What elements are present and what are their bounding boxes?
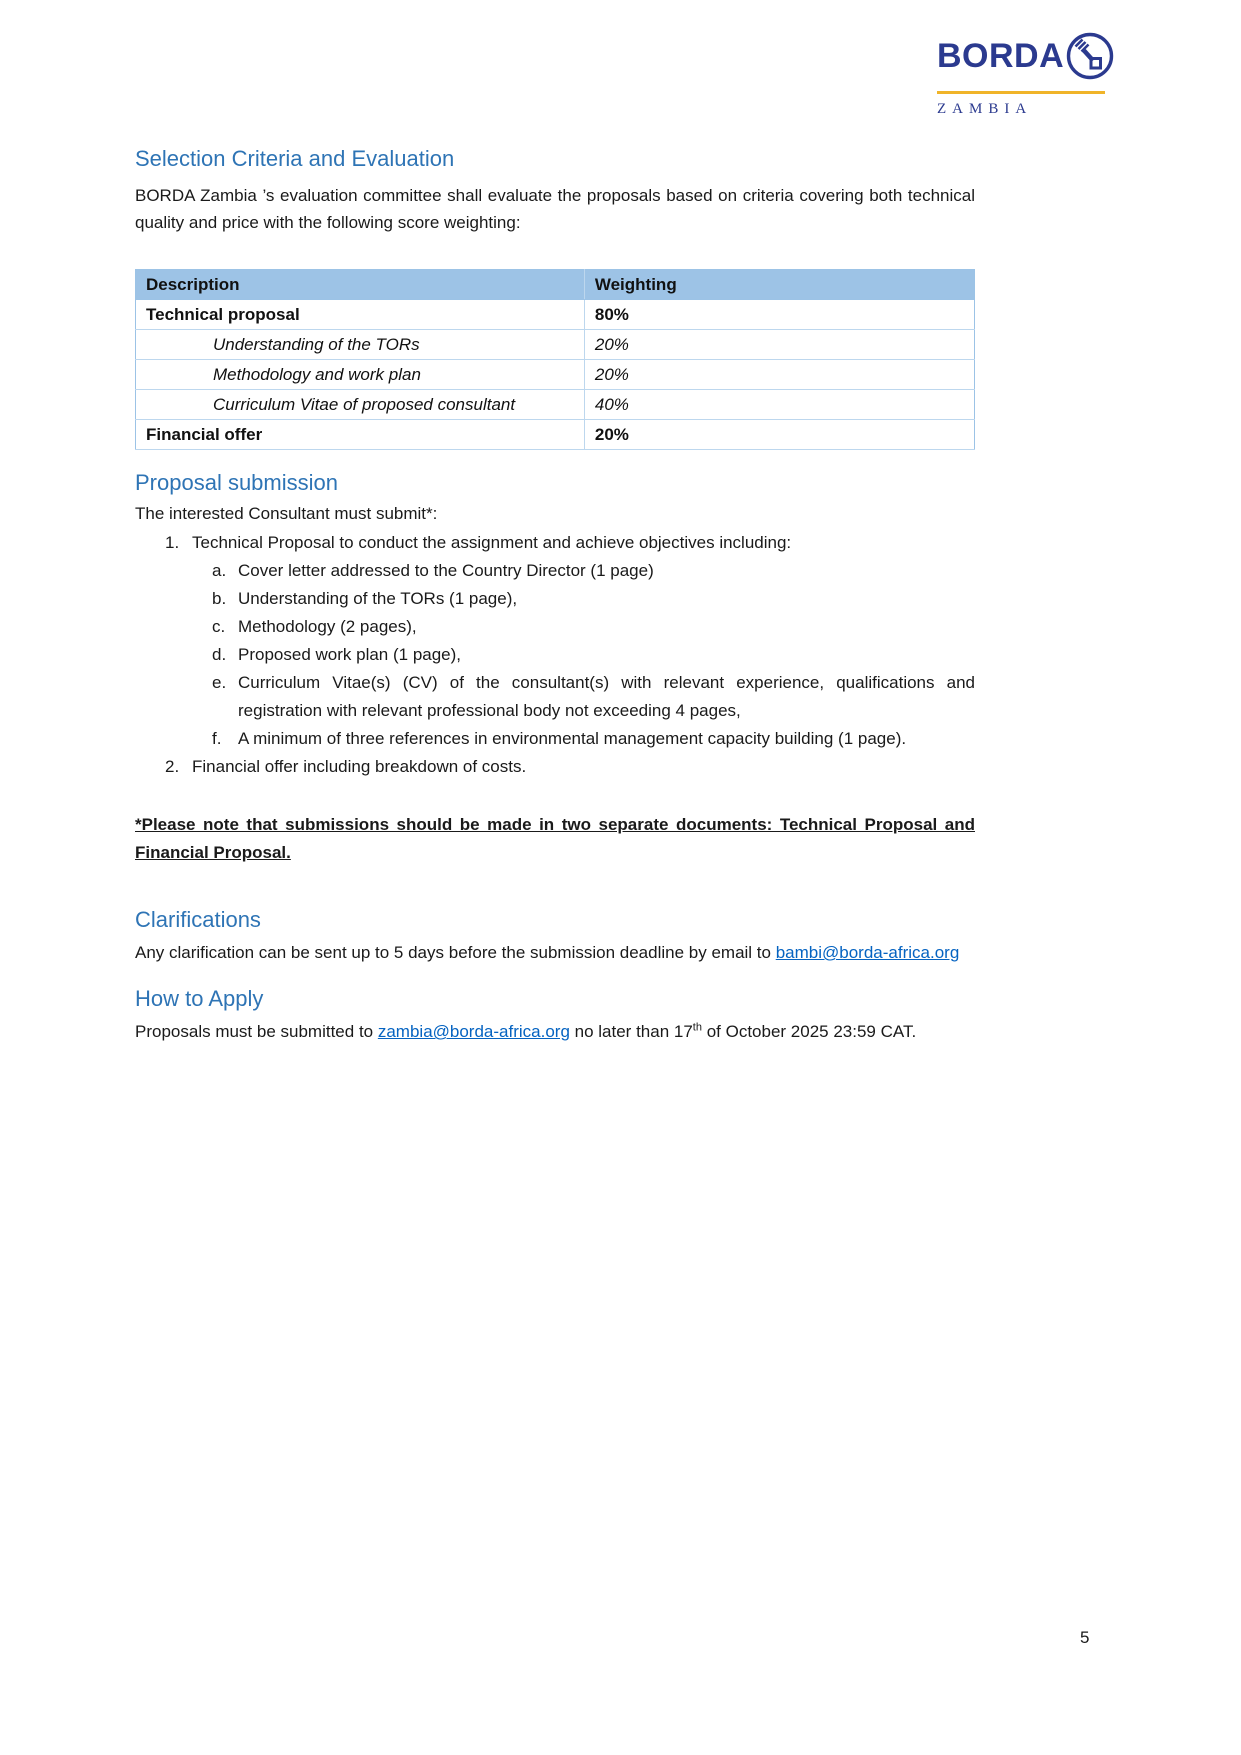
clarifications-text: Any clarification can be sent up to 5 days before the submission deadline by email to [135, 943, 776, 962]
list-item-text: Technical Proposal to conduct the assignment and achieve objectives including: [192, 533, 792, 552]
table-row [136, 420, 975, 450]
cell-weighting: 40% [584, 390, 974, 420]
page-number: 5 [1080, 1628, 1090, 1647]
cell-description: Methodology and work plan [136, 360, 585, 390]
table-row [136, 390, 975, 420]
borda-logo [937, 30, 1105, 118]
borda-handwashing-icon [1064, 30, 1116, 82]
column-header-description: Description [136, 270, 585, 300]
list-marker: a. [212, 561, 227, 580]
cell-description: Curriculum Vitae of proposed consultant [136, 390, 585, 420]
list-item [135, 669, 975, 725]
list-item-text: Methodology (2 pages), [238, 617, 417, 636]
apply-text-end: of October 2025 23:59 CAT. [701, 1022, 917, 1041]
apply-text-after: no later than 17 [569, 1022, 693, 1041]
list-item-text: Financial offer including breakdown of costs. [192, 757, 527, 776]
document-content [135, 146, 975, 1045]
submission-list [135, 529, 975, 781]
logo-region-label: ZAMBIA [937, 101, 1033, 117]
ordinal-suffix: th [692, 1021, 702, 1034]
table-row [136, 360, 975, 390]
list-item [135, 557, 975, 585]
proposal-submission-heading: Proposal submission [135, 470, 338, 495]
selection-intro-paragraph: BORDA Zambia ’s evaluation committee shall evaluate the proposals based on criteria covering both technical quality and price with the following score weighting: [135, 186, 975, 232]
list-marker: e. [212, 673, 227, 692]
separate-documents-note: *Please note that submissions should be made in two separate documents: Technical Proposal and Financial Proposal. [135, 815, 975, 862]
cell-weighting: 20% [584, 420, 974, 450]
list-item [135, 725, 975, 753]
list-item-text: Understanding of the TORs (1 page), [238, 589, 518, 608]
table-header-row [136, 270, 975, 300]
logo-gold-rule [937, 91, 1105, 94]
how-to-apply-heading: How to Apply [135, 986, 264, 1011]
clarifications-email-link[interactable]: bambi@borda-africa.org [775, 943, 960, 962]
list-item-text: Proposed work plan (1 page), [238, 645, 462, 664]
list-item-text: Curriculum Vitae(s) (CV) of the consultant(s) with relevant experience, qualifications and registration with relevant professional body not exceeding 4 pages, [238, 673, 975, 720]
clarifications-heading: Clarifications [135, 907, 261, 932]
list-item-text: Cover letter addressed to the Country Director (1 page) [238, 561, 654, 580]
list-marker: b. [212, 589, 227, 608]
borda-logo-wordmark: BORDA [937, 37, 1065, 75]
list-item [135, 585, 975, 613]
how-to-apply-paragraph [135, 1018, 975, 1045]
cell-weighting: 20% [584, 330, 974, 360]
table-row [136, 300, 975, 330]
list-item [135, 613, 975, 641]
apply-text-before: Proposals must be submitted to [135, 1022, 378, 1041]
cell-weighting: 20% [584, 360, 974, 390]
apply-email-link[interactable]: zambia@borda-africa.org [377, 1022, 570, 1041]
list-marker: d. [212, 645, 227, 664]
cell-description: Technical proposal [136, 300, 585, 330]
table-row [136, 330, 975, 360]
list-marker: 1. [165, 533, 180, 552]
submission-intro: The interested Consultant must submit*: [135, 504, 438, 523]
selection-criteria-heading: Selection Criteria and Evaluation [135, 146, 455, 171]
list-item [135, 753, 975, 781]
cell-description: Understanding of the TORs [136, 330, 585, 360]
cell-weighting: 80% [584, 300, 974, 330]
list-marker: f. [212, 729, 222, 748]
list-item [135, 641, 975, 669]
list-marker: 2. [165, 757, 180, 776]
list-item [135, 529, 975, 557]
column-header-weighting: Weighting [584, 270, 974, 300]
list-item-text: A minimum of three references in environmental management capacity building (1 page). [238, 729, 907, 748]
cell-description: Financial offer [136, 420, 585, 450]
evaluation-criteria-table [135, 269, 975, 450]
clarifications-paragraph [135, 939, 975, 966]
list-marker: c. [212, 617, 226, 636]
